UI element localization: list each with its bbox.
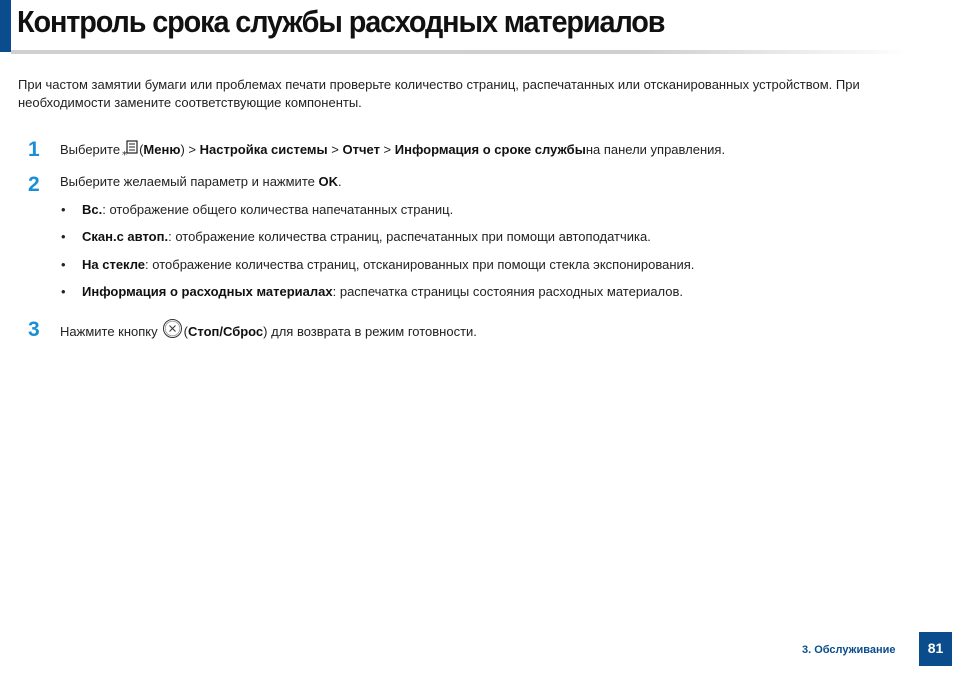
menu-path-item: Настройка системы <box>199 142 328 157</box>
option-label: На стекле <box>82 257 146 272</box>
option-label: Скан.с автоп. <box>82 229 169 244</box>
menu-path-item: Отчет <box>342 142 380 157</box>
step-number: 2 <box>28 173 40 196</box>
menu-label: Меню <box>143 142 181 157</box>
svg-text:*: * <box>122 150 128 158</box>
option-label: Вс. <box>82 202 103 217</box>
title-accent-bar <box>0 0 11 52</box>
stop-reset-icon <box>162 318 183 339</box>
menu-icon <box>122 140 139 158</box>
step-text: Выберите желаемый параметр и нажмите OK. <box>60 174 342 189</box>
option-label: Информация о расходных материалах <box>82 284 333 299</box>
ok-label: OK <box>318 174 338 189</box>
step-text: Выберите * (Меню) > Настройка системы > Отчет > Информация о сроке службына панели управления. <box>60 140 725 159</box>
step-number: 1 <box>28 138 40 161</box>
page-title: Контроль срока службы расходных материалов <box>17 4 665 39</box>
intro-paragraph: При частом замятии бумаги или проблемах печати проверьте количество страниц, распечатанных или отсканированных устройством. При необходимости замените соответствующие компоненты. <box>18 77 860 110</box>
footer-section-label: 3. Обслуживание <box>802 644 896 656</box>
step-text: Нажмите кнопку (Стоп/Сброс) для возврата в режим готовности. <box>60 318 477 341</box>
title-divider <box>11 50 911 54</box>
stop-reset-label: Стоп/Сброс <box>187 324 264 339</box>
step-number: 3 <box>28 318 40 341</box>
page-number: 81 <box>919 632 952 666</box>
menu-path-item: Информация о сроке службы <box>394 142 586 157</box>
